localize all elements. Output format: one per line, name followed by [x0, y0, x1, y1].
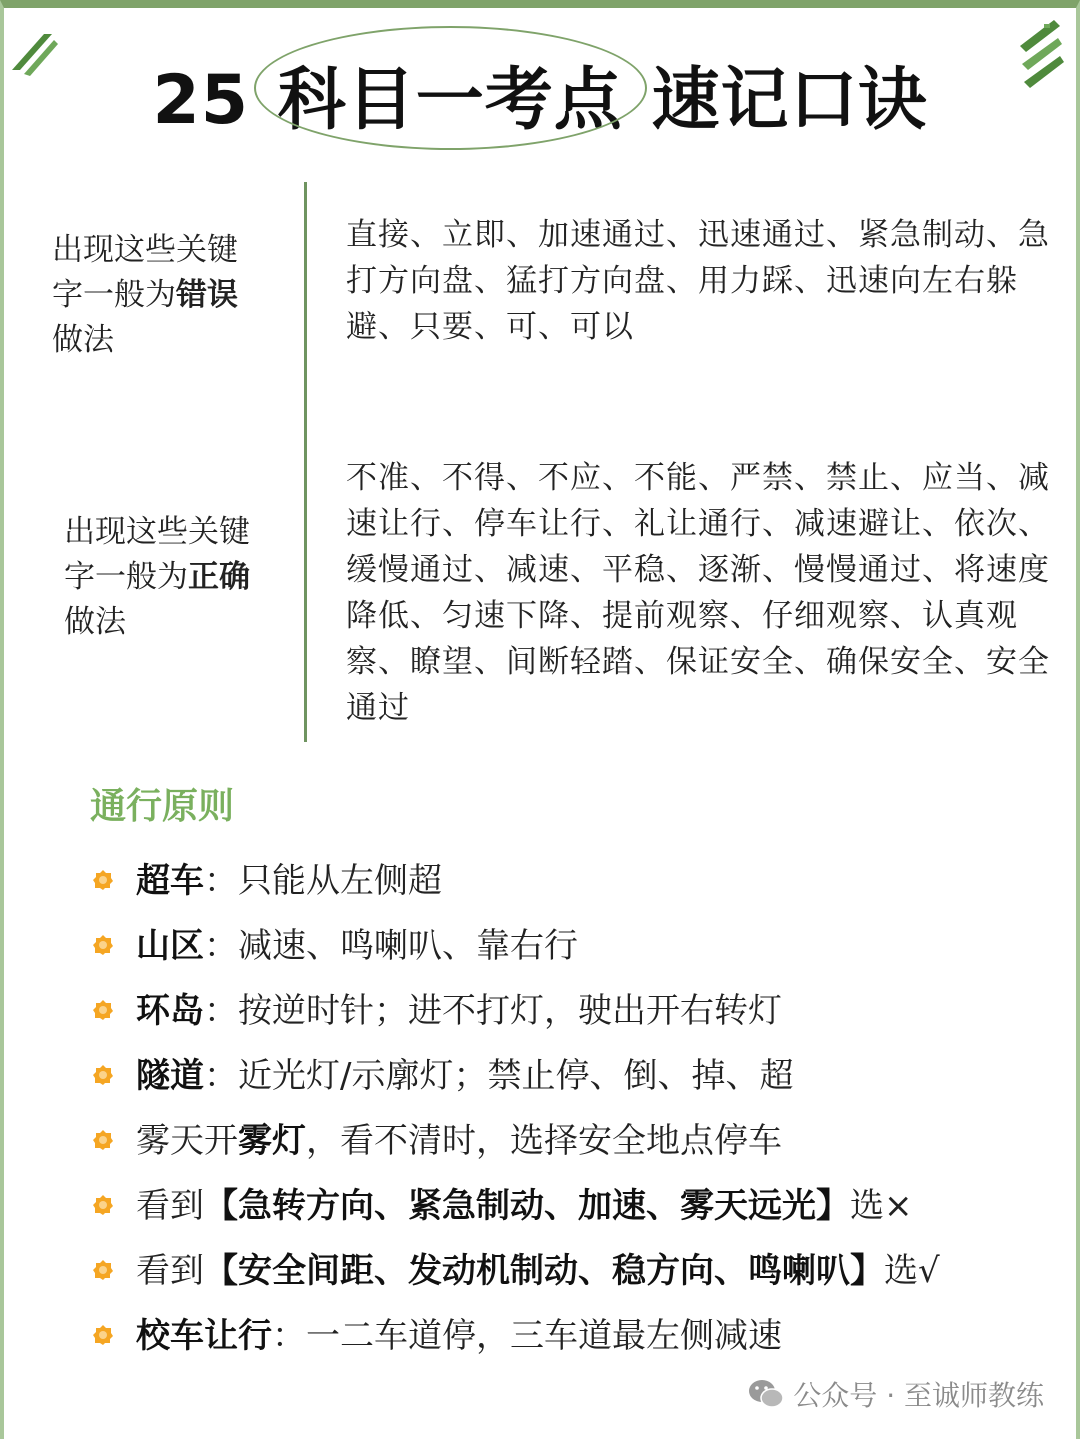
bullet-icon	[92, 869, 114, 891]
page-title	[0, 46, 1080, 143]
title-circled-text: 科目一考点	[274, 46, 627, 143]
principle-text: ：减速、鸣喇叭、靠右行	[204, 926, 578, 966]
bullet-icon	[92, 1064, 114, 1086]
wrong-emphasis: 错误	[176, 277, 238, 313]
principle-text: ：一二车道停，三车道最左侧减速	[272, 1316, 782, 1356]
principle-item	[90, 1305, 1050, 1370]
principle-keyword: 超车	[136, 861, 204, 901]
principle-item: 雾天开雾灯，看不清时，选择安全地点停车	[90, 1110, 1050, 1175]
principles-list	[90, 850, 1050, 1370]
title-oval	[254, 26, 647, 150]
bullet-icon	[92, 1129, 114, 1151]
bullet-icon	[92, 1259, 114, 1281]
principle-keyword: 校车让行	[136, 1316, 272, 1356]
principle-keyword: 雾灯	[238, 1121, 306, 1161]
bullet-icon	[92, 1324, 114, 1346]
principle-text: ：按逆时针；进不打灯，驶出开右转灯	[204, 991, 782, 1031]
section-title-principles: 通行原则	[90, 786, 235, 827]
right-practice-label: 出现这些关键 字一般为正确 做法	[64, 514, 250, 640]
principle-item: 看到【急转方向、紧急制动、加速、雾天远光】选×	[90, 1175, 1050, 1240]
right-emphasis: 正确	[188, 559, 250, 595]
wechat-icon	[747, 1378, 785, 1410]
title-number: 25	[152, 61, 250, 140]
principle-keyword: 环岛	[136, 991, 204, 1031]
wrong-practice-label: 出现这些关键 字一般为错误 做法	[52, 232, 238, 358]
principle-item	[90, 850, 1050, 915]
bullet-icon	[92, 934, 114, 956]
principle-keyword: 山区	[136, 926, 204, 966]
principle-item: 看到【安全间距、发动机制动、稳方向、鸣喇叭】选√	[90, 1240, 1050, 1305]
principle-keyword: 【安全间距、发动机制动、稳方向、鸣喇叭】	[204, 1251, 884, 1291]
principle-item	[90, 980, 1050, 1045]
principle-item	[90, 915, 1050, 980]
principle-text: 选√	[884, 1251, 940, 1291]
vertical-divider	[304, 182, 307, 742]
principle-keyword: 隧道	[136, 1056, 204, 1096]
watermark: 公众号 · 至诚师教练	[747, 1374, 1044, 1414]
wrong-keywords: 直接、立即、加速通过、迅速通过、紧急制动、急打方向盘、猛打方向盘、用力踩、迅速向左右躲避、只要、可、可以	[346, 217, 1050, 345]
principle-item	[90, 1045, 1050, 1110]
right-keywords: 不准、不得、不应、不能、严禁、禁止、应当、减速让行、停车让行、礼让通行、减速避让、依次、缓慢通过、减速、平稳、逐渐、慢慢通过、将速度降低、匀速下降、提前观察、仔细观察、认真观察、瞭望、间断轻踏、保证安全、确保安全、安全通过	[346, 460, 1050, 726]
principle-text: 选×	[850, 1186, 913, 1226]
bullet-icon	[92, 999, 114, 1021]
principle-keyword: 【急转方向、紧急制动、加速、雾天远光】	[204, 1186, 850, 1226]
title-rest: 速记口诀	[651, 61, 928, 140]
principle-text: ：只能从左侧超	[204, 861, 442, 901]
principle-text: ：近光灯/示廓灯；禁止停、倒、掉、超	[204, 1056, 794, 1096]
principle-text: ，看不清时，选择安全地点停车	[306, 1121, 782, 1161]
bullet-icon	[92, 1194, 114, 1216]
